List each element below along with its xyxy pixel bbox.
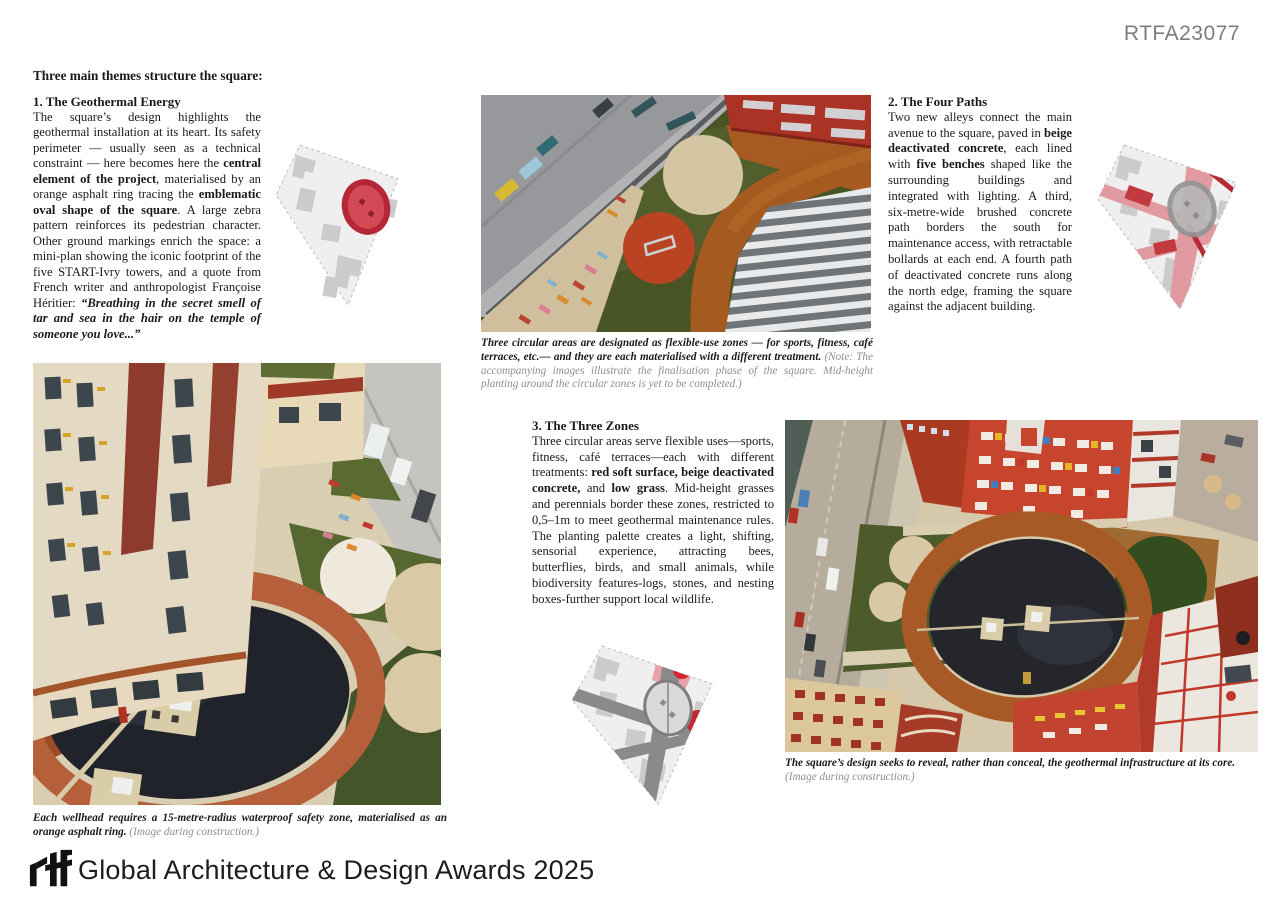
caption-1-note: (Note: The accompanying images illustrate the finalisation phase of the square. Mid-height planting around the circular zones is yet to be completed.) bbox=[481, 350, 873, 391]
section-1-body: The square’s design highlights the geothermal installation at its heart. Its safety perimeter — usually seen as a technical constraint — here becomes here the central element of the project, materialised by an orange asphalt ring tracing the emblematic oval shape of the square. A large zebra pattern reinforces its pedestrian character. Other ground markings enrich the space: a mini-plan showing the iconic footprint of the five START-Ivry towers, and a quote from French writer and anthropologist Françoise Héritier: “Breathing in the secret smell of tar and sea in the hair on the temple of someone you love...” bbox=[33, 109, 261, 341]
section-3-body: Three circular areas serve flexible uses—sports, fitness, café terraces—each with different treatments: red soft surface, beige deactivated concrete, and low grass. Mid-height grasses and perennials border these zones, restricted to 0,5–1m to meet geothermal maintenance rules. The planting palette creates a light, shifting, sensorial experience, attracting bees, butterflies, birds, and small animals, while biodiversity features-logs, stones, and nesting boxes-further support local wildlife. bbox=[532, 433, 775, 606]
section-three-zones bbox=[532, 418, 774, 608]
photo-square-aerial-left bbox=[33, 363, 441, 805]
diagram-four-paths bbox=[1092, 137, 1244, 315]
section-geothermal-energy bbox=[33, 94, 261, 342]
section-1-title: 1. The Geothermal Energy bbox=[33, 94, 181, 109]
caption-2-main: Each wellhead requires a 15-metre-radius waterproof safety zone, materialised as an orange asphalt ring. bbox=[33, 812, 447, 838]
section-2-body: Two new alleys connect the main avenue to the square, paved in beige deactivated concrete, each lined with five benches shaped like the surrounding buildings and integrated with lighting. A third, six-metre-wide brushed concrete path borders the south for maintenance access, with retractable bollards at each end. A fourth path of deactivated concrete runs along the north edge, framing the square against the adjacent building. bbox=[888, 109, 1072, 314]
section-2-title: 2. The Four Paths bbox=[888, 94, 988, 109]
photo-square-aerial-right bbox=[785, 420, 1258, 752]
intro-heading: Three main themes structure the square: bbox=[33, 68, 263, 83]
caption-2-note: (Image during construction.) bbox=[126, 825, 259, 838]
diagram-geothermal-oval bbox=[272, 137, 404, 311]
section-four-paths bbox=[888, 94, 1072, 315]
caption-1-main: Three circular areas are designated as flexible-use zones — for sports, fitness, café terraces, etc.— and they are each materialised with a different treatment. bbox=[481, 337, 873, 363]
section-3-title: 3. The Three Zones bbox=[532, 418, 639, 433]
caption-3-note: (Image during construction.) bbox=[785, 770, 915, 783]
rtf-logo bbox=[28, 849, 72, 891]
caption-photo-3 bbox=[785, 757, 1265, 785]
caption-3-main: The square’s design seeks to reveal, rather than conceal, the geothermal infrastructure at its core. bbox=[785, 757, 1236, 769]
awards-title: Global Architecture & Design Awards 2025 bbox=[78, 854, 595, 885]
caption-photo-1 bbox=[481, 337, 873, 392]
footer bbox=[28, 847, 594, 893]
diagram-three-zones bbox=[562, 640, 730, 808]
submission-id: RTFA23077 bbox=[1123, 22, 1240, 45]
photo-square-aerial-top bbox=[481, 95, 871, 332]
caption-photo-2 bbox=[33, 812, 447, 840]
